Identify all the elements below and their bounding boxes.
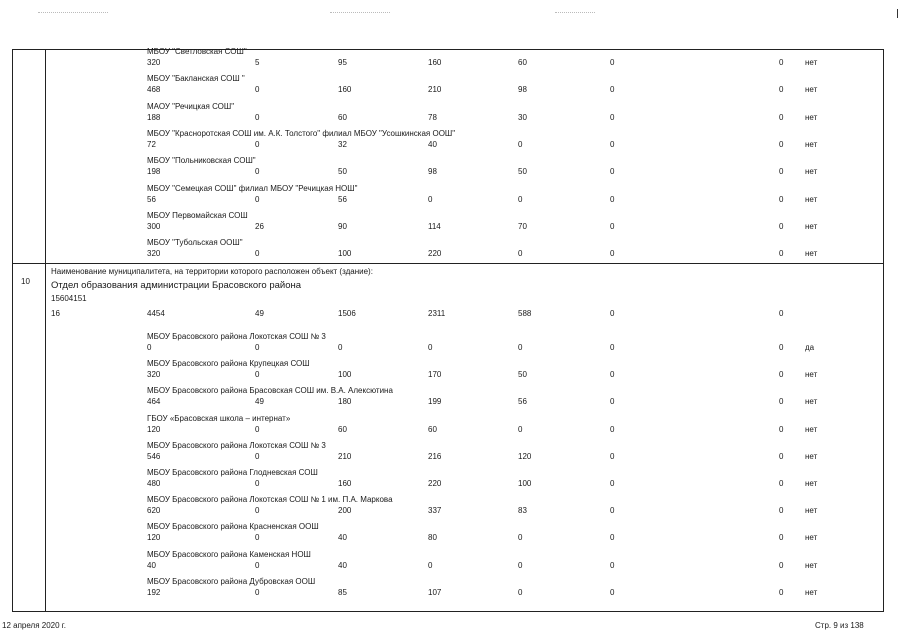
table-cell: 320 xyxy=(147,249,161,259)
section-count: 16 xyxy=(51,309,60,318)
table-cell: 160 xyxy=(338,85,352,95)
school-name: МБОУ "Красноротская СОШ им. А.К. Толстого" филиал МБОУ "Усошкинская ООШ" xyxy=(147,128,456,138)
table-cell: 49 xyxy=(255,397,264,407)
table-cell: 56 xyxy=(338,194,347,204)
table-cell: 0 xyxy=(255,506,260,516)
table-cell: 198 xyxy=(147,167,161,177)
yes-no-cell: нет xyxy=(805,85,818,95)
table-cell: 0 xyxy=(610,194,615,204)
table-cell: 40 xyxy=(147,560,156,570)
table-cell: 107 xyxy=(428,587,442,597)
table-cell: 0 xyxy=(518,139,523,149)
table-cell: 0 xyxy=(518,343,523,352)
yes-no-cell: нет xyxy=(805,560,818,570)
table-cell: 0 xyxy=(255,139,260,149)
table-cell: 0 xyxy=(255,560,260,570)
yes-no-cell: нет xyxy=(805,194,818,204)
table-cell: 80 xyxy=(428,533,437,543)
total-cell: 1506 xyxy=(338,309,356,318)
table-cell: 0 xyxy=(147,343,152,352)
table-cell: 0 xyxy=(610,58,615,67)
school-name: МБОУ Брасовского района Каменская НОШ xyxy=(147,549,311,559)
total-cell: 2311 xyxy=(428,309,446,318)
table-cell: 100 xyxy=(338,249,352,259)
table-cell: 220 xyxy=(428,479,442,488)
yes-no-cell: нет xyxy=(805,249,818,259)
table-cell: 0 xyxy=(610,506,615,516)
table-cell: 32 xyxy=(338,139,347,149)
table-cell: 0 xyxy=(779,139,784,149)
school-name: ГБОУ «Брасовская школа – интернат» xyxy=(147,413,291,423)
table-cell: 40 xyxy=(338,560,347,570)
table-cell: 0 xyxy=(779,533,784,543)
table-cell: 0 xyxy=(610,560,615,570)
table-cell: 0 xyxy=(428,194,433,204)
table-cell: 0 xyxy=(610,370,615,380)
school-name: МБОУ "Светловская СОШ" xyxy=(147,47,247,56)
yes-no-cell: да xyxy=(805,343,815,352)
column-divider xyxy=(45,49,46,612)
total-cell: 4454 xyxy=(147,309,165,318)
yes-no-cell: нет xyxy=(805,587,818,597)
table-cell: 0 xyxy=(610,451,615,461)
table-cell: 0 xyxy=(255,370,260,380)
table-cell: 40 xyxy=(428,139,437,149)
section-caption: Наименование муниципалитета, на территории которого расположен объект (здание): xyxy=(51,267,373,276)
table-cell: 0 xyxy=(610,424,615,434)
school-name: МБОУ Брасовского района Локотская СОШ № 3 xyxy=(147,332,326,341)
table-cell: 0 xyxy=(779,397,784,407)
table-cell: 0 xyxy=(518,587,523,597)
table-cell: 0 xyxy=(338,343,343,352)
table-cell: 0 xyxy=(779,479,784,488)
scan-artifact xyxy=(38,12,108,14)
school-name: МБОУ "Бакланская СОШ " xyxy=(147,74,245,84)
table-cell: 160 xyxy=(338,479,352,488)
scan-artifact xyxy=(555,12,595,14)
table-cell: 0 xyxy=(779,370,784,380)
yes-no-cell: нет xyxy=(805,221,818,231)
table-cell: 0 xyxy=(779,85,784,95)
table-cell: 480 xyxy=(147,479,161,488)
table-cell: 60 xyxy=(428,424,437,434)
table-cell: 0 xyxy=(255,194,260,204)
table-cell: 0 xyxy=(779,424,784,434)
yes-no-cell: нет xyxy=(805,370,818,380)
total-cell: 0 xyxy=(779,309,784,318)
table-cell: 40 xyxy=(338,533,347,543)
top-border xyxy=(12,49,884,50)
table-cell: 0 xyxy=(779,221,784,231)
table-cell: 56 xyxy=(518,397,527,407)
section-number: 10 xyxy=(21,277,30,286)
table-cell: 98 xyxy=(428,167,437,177)
yes-no-cell: нет xyxy=(805,167,818,177)
total-cell: 0 xyxy=(610,309,615,318)
table-cell: 200 xyxy=(338,506,352,516)
table-cell: 210 xyxy=(338,451,352,461)
footer-date: 12 апреля 2020 г. xyxy=(2,621,66,630)
table-cell: 30 xyxy=(518,112,527,122)
table-cell: 120 xyxy=(518,451,532,461)
table-cell: 0 xyxy=(779,58,784,67)
table-cell: 160 xyxy=(428,58,442,67)
table-cell: 216 xyxy=(428,451,442,461)
table-cell: 60 xyxy=(338,112,347,122)
total-cell: 49 xyxy=(255,309,264,318)
table-cell: 180 xyxy=(338,397,352,407)
school-name: МБОУ Брасовского района Глодневская СОШ xyxy=(147,468,318,477)
table-cell: 0 xyxy=(779,451,784,461)
section-title: Отдел образования администрации Брасовского района xyxy=(51,280,302,291)
section-divider xyxy=(12,263,884,264)
table-cell: 0 xyxy=(610,587,615,597)
table-cell: 50 xyxy=(518,370,527,380)
table-cell: 0 xyxy=(255,479,260,488)
table-cell: 98 xyxy=(518,85,527,95)
table-cell: 0 xyxy=(610,139,615,149)
table-cell: 0 xyxy=(255,587,260,597)
table-cell: 85 xyxy=(338,587,347,597)
school-name: МБОУ Брасовского района Дубровская ООШ xyxy=(147,576,316,586)
yes-no-cell: нет xyxy=(805,451,818,461)
table-cell: 100 xyxy=(338,370,352,380)
table-cell: 300 xyxy=(147,221,161,231)
yes-no-cell: нет xyxy=(805,424,818,434)
scan-mark xyxy=(897,9,898,18)
table-cell: 320 xyxy=(147,58,161,67)
table-cell: 90 xyxy=(338,221,347,231)
table-cell: 70 xyxy=(518,221,527,231)
table-cell: 5 xyxy=(255,58,260,67)
school-name: МБОУ Брасовского района Брасовская СОШ им. В.А. Алексютина xyxy=(147,386,393,396)
table-cell: 0 xyxy=(518,194,523,204)
table-cell: 0 xyxy=(779,112,784,122)
scan-artifact xyxy=(330,12,390,14)
table-cell: 0 xyxy=(779,343,784,352)
yes-no-cell: нет xyxy=(805,533,818,543)
total-cell: 588 xyxy=(518,309,532,318)
yes-no-cell: нет xyxy=(805,506,818,516)
table-cell: 0 xyxy=(428,560,433,570)
table-cell: 50 xyxy=(518,167,527,177)
table-cell: 0 xyxy=(255,451,260,461)
table-cell: 120 xyxy=(147,533,161,543)
table-cell: 468 xyxy=(147,85,161,95)
table-cell: 0 xyxy=(610,533,615,543)
table-cell: 0 xyxy=(779,167,784,177)
table-cell: 0 xyxy=(518,560,523,570)
school-name: МБОУ Брасовского района Крупецкая СОШ xyxy=(147,359,310,369)
table-cell: 95 xyxy=(338,58,347,67)
yes-no-cell: нет xyxy=(805,112,818,122)
table-cell: 50 xyxy=(338,167,347,177)
table-cell: 100 xyxy=(518,479,532,488)
table-cell: 60 xyxy=(518,58,527,67)
yes-no-cell: нет xyxy=(805,479,818,488)
table-cell: 0 xyxy=(779,506,784,516)
table-cell: 0 xyxy=(610,167,615,177)
table-cell: 56 xyxy=(147,194,156,204)
table-cell: 210 xyxy=(428,85,442,95)
school-name: МБОУ Первомайская СОШ xyxy=(147,210,248,220)
school-name: МБОУ Брасовского района Локотская СОШ № 1 им. П.А. Маркова xyxy=(147,495,393,505)
table-cell: 60 xyxy=(338,424,347,434)
yes-no-cell: нет xyxy=(805,397,818,407)
table-cell: 0 xyxy=(779,194,784,204)
table-cell: 83 xyxy=(518,506,527,516)
table-cell: 0 xyxy=(518,533,523,543)
table-cell: 0 xyxy=(610,397,615,407)
table-cell: 0 xyxy=(255,249,260,259)
school-name: МБОУ "Тубольская ООШ" xyxy=(147,238,243,248)
table-cell: 0 xyxy=(610,221,615,231)
table-cell: 0 xyxy=(610,249,615,259)
school-name: МБОУ "Семецкая СОШ" филиал МБОУ "Речицкая НОШ" xyxy=(147,183,358,193)
table-cell: 188 xyxy=(147,112,161,122)
table-cell: 114 xyxy=(428,221,441,231)
table-cell: 0 xyxy=(518,424,523,434)
yes-no-cell: нет xyxy=(805,58,818,67)
yes-no-cell: нет xyxy=(805,139,818,149)
table-cell: 337 xyxy=(428,506,442,516)
table-cell: 0 xyxy=(255,424,260,434)
table-cell: 0 xyxy=(428,343,433,352)
table-cell: 120 xyxy=(147,424,161,434)
table-cell: 0 xyxy=(779,249,784,259)
table-cell: 620 xyxy=(147,506,161,516)
table-cell: 26 xyxy=(255,221,264,231)
school-name: МБОУ Брасовского района Красненская ООШ xyxy=(147,522,319,532)
table-cell: 0 xyxy=(255,85,260,95)
table-cell: 0 xyxy=(610,343,615,352)
school-name: МБОУ Брасовского района Локотская СОШ № 3 xyxy=(147,440,326,450)
school-name: МАОУ "Речицкая СОШ" xyxy=(147,101,235,111)
table-cell: 0 xyxy=(255,343,260,352)
table-cell: 0 xyxy=(779,560,784,570)
table-cell: 199 xyxy=(428,397,442,407)
table-cell: 0 xyxy=(255,112,260,122)
table-cell: 0 xyxy=(255,533,260,543)
table-cell: 0 xyxy=(610,85,615,95)
table-cell: 320 xyxy=(147,370,161,380)
footer-page: Стр. 9 из 138 xyxy=(815,621,864,630)
table-cell: 192 xyxy=(147,587,161,597)
table-cell: 170 xyxy=(428,370,442,380)
table-cell: 546 xyxy=(147,451,161,461)
table-cell: 0 xyxy=(779,587,784,597)
table-cell: 220 xyxy=(428,249,442,259)
school-name: МБОУ "Польниковская СОШ" xyxy=(147,156,256,166)
section-code: 15604151 xyxy=(51,294,87,303)
table-cell: 0 xyxy=(610,112,615,122)
table-cell: 78 xyxy=(428,112,437,122)
table-cell: 0 xyxy=(610,479,615,488)
table-cell: 464 xyxy=(147,397,161,407)
table-cell: 0 xyxy=(255,167,260,177)
table-cell: 0 xyxy=(518,249,523,259)
table-cell: 72 xyxy=(147,139,156,149)
